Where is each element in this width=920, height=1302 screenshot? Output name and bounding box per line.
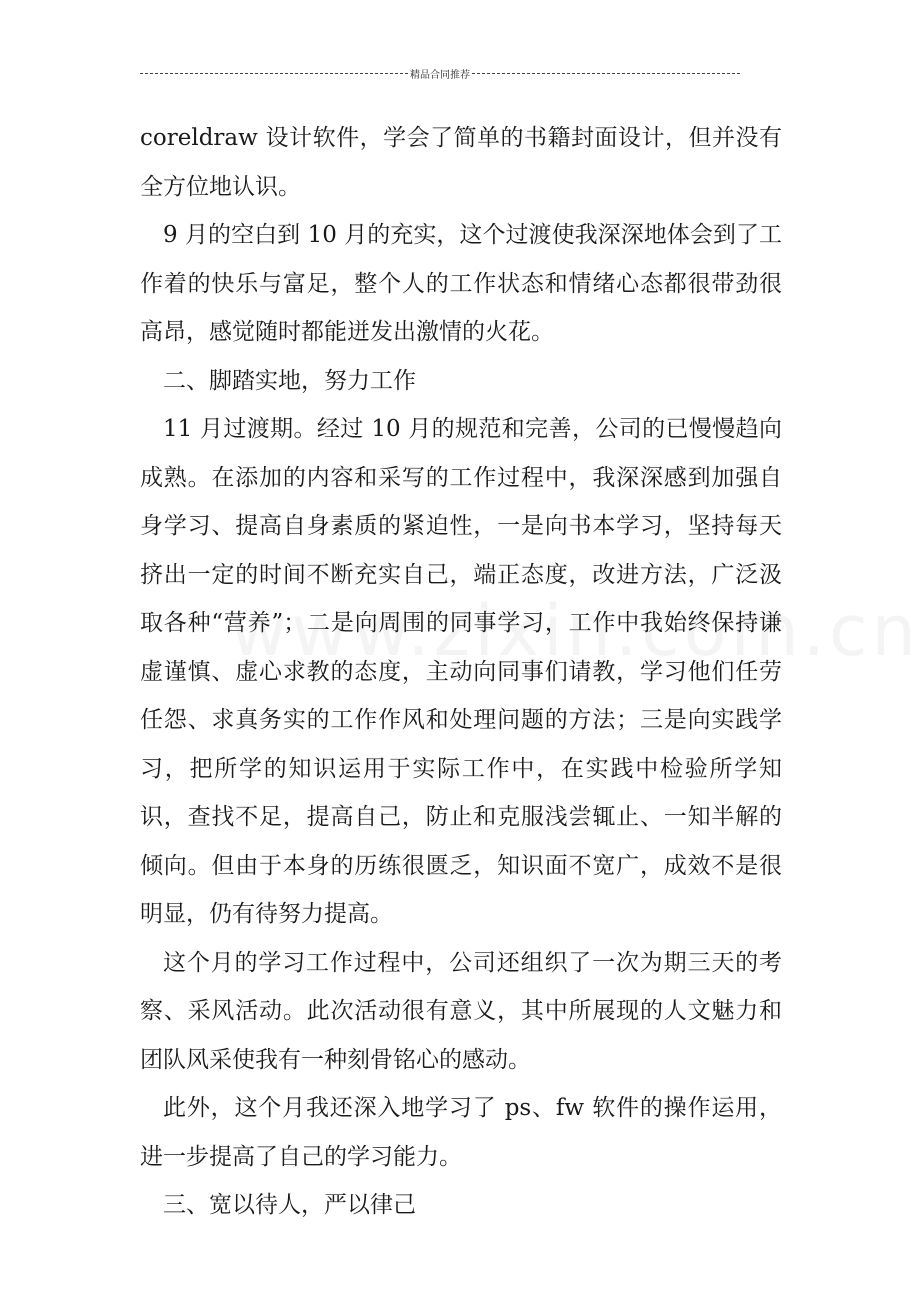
- paragraph: 11 月过渡期。经过 10 月的规范和完善，公司的已慢慢趋向成熟。在添加的内容和采写的工作过程中，我深深感到加强自身学习、提高自身素质的紧迫性，一是向书本学习，坚持每天挤出一定的时间不断充实自己，端正态度，改进方法，广泛汲取各种“营养”；二是向周围的同事学习，工作中我始终保持谦虚谨慎、虚心求教的态度，主动向同事们请教，学习他们任劳任怨、求真务实的工作作风和处理问题的方法；三是向实践学习，把所学的知识运用于实际工作中，在实践中检验所学知识，查找不足，提高自己，防止和克服浅尝辄止、一知半解的倾向。但由于本身的历练很匮乏，知识面不宽广，成效不是很明显，仍有待努力提高。: [140, 416, 782, 927]
- section-heading: 三、宽以待人，严以律己: [163, 1192, 416, 1218]
- section-heading: 二、脚踏实地，努力工作: [163, 367, 416, 394]
- paragraph: 此外，这个月我还深入地学习了 ps、fw 软件的操作运用，进一步提高了自己的学习能力。: [140, 1095, 782, 1170]
- header-dash-left: [140, 73, 408, 74]
- paragraph: coreldraw 设计软件，学会了简单的书籍封面设计，但并没有全方位地认识。: [140, 125, 782, 200]
- paragraph: 这个月的学习工作过程中，公司还组织了一次为期三天的考察、采风活动。此次活动很有意义，其中所展现的人文魅力和团队风采使我有一种刻骨铭心的感动。: [140, 949, 782, 1073]
- header-title: 精品合同推荐: [410, 70, 470, 81]
- header-dash-right: [472, 73, 740, 74]
- document-body: [140, 114, 782, 1230]
- page-header: [140, 66, 740, 81]
- paragraph: 9 月的空白到 10 月的充实，这个过渡使我深深地体会到了工作着的快乐与富足，整个人的工作状态和情绪心态都很带劲很高昂，感觉随时都能迸发出激情的火花。: [140, 222, 782, 345]
